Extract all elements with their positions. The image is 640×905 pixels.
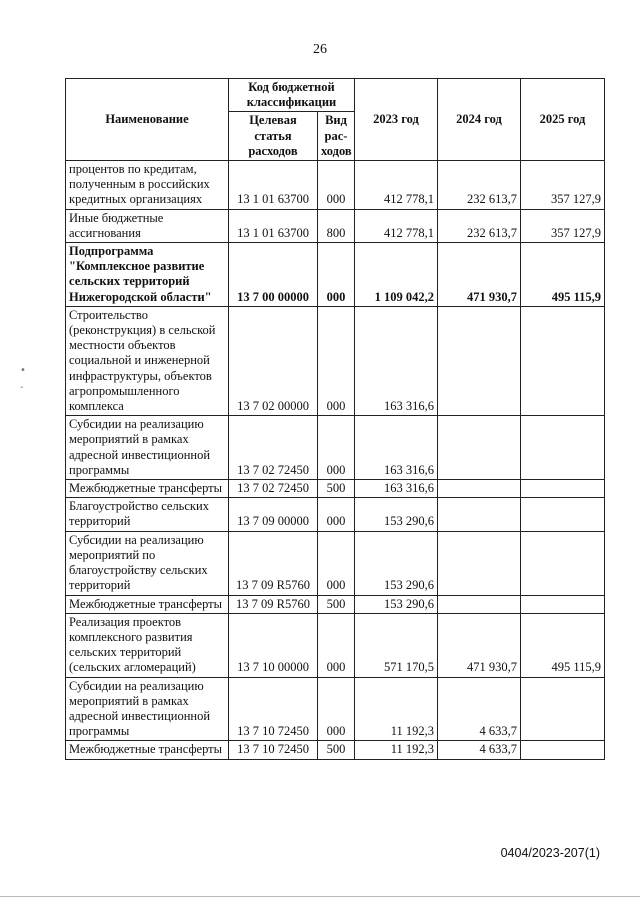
table-row bbox=[66, 416, 605, 480]
row-value-2025 bbox=[521, 677, 605, 741]
table-row bbox=[66, 161, 605, 210]
row-value-2025 bbox=[521, 595, 605, 613]
scan-edge-line bbox=[0, 896, 640, 897]
row-name: Подпрограмма "Комплексное развитие сельских территорий Нижегородской области" bbox=[66, 243, 229, 307]
row-name: Реализация проектов комплексного развития сельских территорий (сельских агломераций) bbox=[66, 613, 229, 677]
row-expense-type: 000 bbox=[318, 613, 355, 677]
document-id: 0404/2023-207(1) bbox=[500, 846, 600, 860]
header-expense-type: Вид рас-ходов bbox=[318, 112, 355, 161]
row-target-article: 13 7 02 00000 bbox=[229, 306, 318, 415]
row-name: процентов по кредитам, полученным в российских кредитных организациях bbox=[66, 161, 229, 210]
row-name: Строительство (реконструкция) в сельской местности объектов социальной и инженерной инфраструктуры, объектов агропромышленного комплекса bbox=[66, 306, 229, 415]
row-target-article: 13 1 01 63700 bbox=[229, 209, 318, 242]
budget-table bbox=[65, 78, 605, 760]
row-name: Иные бюджетные ассигнования bbox=[66, 209, 229, 242]
row-value-2023: 11 192,3 bbox=[355, 677, 438, 741]
header-2023: 2023 год bbox=[355, 79, 438, 161]
table-row bbox=[66, 613, 605, 677]
row-expense-type: 500 bbox=[318, 741, 355, 759]
row-value-2023: 163 316,6 bbox=[355, 416, 438, 480]
row-value-2023: 153 290,6 bbox=[355, 531, 438, 595]
row-expense-type: 000 bbox=[318, 161, 355, 210]
table-row bbox=[66, 480, 605, 498]
table-row bbox=[66, 595, 605, 613]
row-expense-type: 000 bbox=[318, 416, 355, 480]
table-header bbox=[66, 79, 605, 161]
row-value-2024 bbox=[438, 416, 521, 480]
row-value-2023: 163 316,6 bbox=[355, 306, 438, 415]
table-body bbox=[66, 161, 605, 760]
row-expense-type: 000 bbox=[318, 531, 355, 595]
row-value-2023: 11 192,3 bbox=[355, 741, 438, 759]
row-name: Межбюджетные трансферты bbox=[66, 595, 229, 613]
row-value-2024: 471 930,7 bbox=[438, 613, 521, 677]
row-expense-type: 500 bbox=[318, 480, 355, 498]
row-value-2024 bbox=[438, 480, 521, 498]
row-value-2024 bbox=[438, 531, 521, 595]
margin-mark: • bbox=[20, 365, 26, 376]
row-expense-type: 000 bbox=[318, 243, 355, 307]
row-value-2025 bbox=[521, 498, 605, 531]
row-value-2024 bbox=[438, 306, 521, 415]
row-expense-type: 000 bbox=[318, 306, 355, 415]
header-code-group: Код бюджетной классификации bbox=[229, 79, 355, 112]
row-value-2024 bbox=[438, 498, 521, 531]
header-name: Наименование bbox=[66, 79, 229, 161]
row-value-2024: 4 633,7 bbox=[438, 677, 521, 741]
row-value-2023: 153 290,6 bbox=[355, 498, 438, 531]
table-row bbox=[66, 741, 605, 759]
row-target-article: 13 1 01 63700 bbox=[229, 161, 318, 210]
row-name: Субсидии на реализацию мероприятий в рамках адресной инвестиционной программы bbox=[66, 677, 229, 741]
row-value-2024 bbox=[438, 595, 521, 613]
row-value-2023: 153 290,6 bbox=[355, 595, 438, 613]
header-target-article: Целевая статья расходов bbox=[229, 112, 318, 161]
row-value-2024: 4 633,7 bbox=[438, 741, 521, 759]
row-target-article: 13 7 02 72450 bbox=[229, 480, 318, 498]
row-target-article: 13 7 09 R5760 bbox=[229, 595, 318, 613]
table-row bbox=[66, 306, 605, 415]
row-value-2024: 232 613,7 bbox=[438, 209, 521, 242]
margin-mark: - bbox=[20, 382, 24, 393]
row-target-article: 13 7 00 00000 bbox=[229, 243, 318, 307]
row-value-2025: 357 127,9 bbox=[521, 161, 605, 210]
row-value-2023: 163 316,6 bbox=[355, 480, 438, 498]
header-2024: 2024 год bbox=[438, 79, 521, 161]
row-target-article: 13 7 09 00000 bbox=[229, 498, 318, 531]
page-number: 26 bbox=[313, 42, 327, 57]
row-value-2025 bbox=[521, 531, 605, 595]
row-expense-type: 000 bbox=[318, 677, 355, 741]
header-2025: 2025 год bbox=[521, 79, 605, 161]
row-value-2023: 1 109 042,2 bbox=[355, 243, 438, 307]
row-expense-type: 500 bbox=[318, 595, 355, 613]
row-expense-type: 800 bbox=[318, 209, 355, 242]
row-target-article: 13 7 02 72450 bbox=[229, 416, 318, 480]
table-row bbox=[66, 531, 605, 595]
table-row bbox=[66, 243, 605, 307]
row-target-article: 13 7 10 72450 bbox=[229, 677, 318, 741]
row-value-2025: 495 115,9 bbox=[521, 613, 605, 677]
row-name: Межбюджетные трансферты bbox=[66, 480, 229, 498]
row-target-article: 13 7 10 72450 bbox=[229, 741, 318, 759]
row-value-2025 bbox=[521, 480, 605, 498]
row-name: Субсидии на реализацию мероприятий по благоустройству сельских территорий bbox=[66, 531, 229, 595]
row-value-2025 bbox=[521, 416, 605, 480]
row-name: Межбюджетные трансферты bbox=[66, 741, 229, 759]
row-value-2023: 412 778,1 bbox=[355, 161, 438, 210]
row-value-2025: 495 115,9 bbox=[521, 243, 605, 307]
table-row bbox=[66, 209, 605, 242]
row-value-2023: 412 778,1 bbox=[355, 209, 438, 242]
row-name: Благоустройство сельских территорий bbox=[66, 498, 229, 531]
row-value-2025 bbox=[521, 741, 605, 759]
row-expense-type: 000 bbox=[318, 498, 355, 531]
row-value-2024: 471 930,7 bbox=[438, 243, 521, 307]
row-name: Субсидии на реализацию мероприятий в рамках адресной инвестиционной программы bbox=[66, 416, 229, 480]
row-value-2025: 357 127,9 bbox=[521, 209, 605, 242]
table-row bbox=[66, 498, 605, 531]
row-value-2023: 571 170,5 bbox=[355, 613, 438, 677]
row-target-article: 13 7 09 R5760 bbox=[229, 531, 318, 595]
row-value-2024: 232 613,7 bbox=[438, 161, 521, 210]
row-value-2025 bbox=[521, 306, 605, 415]
table-row bbox=[66, 677, 605, 741]
row-target-article: 13 7 10 00000 bbox=[229, 613, 318, 677]
